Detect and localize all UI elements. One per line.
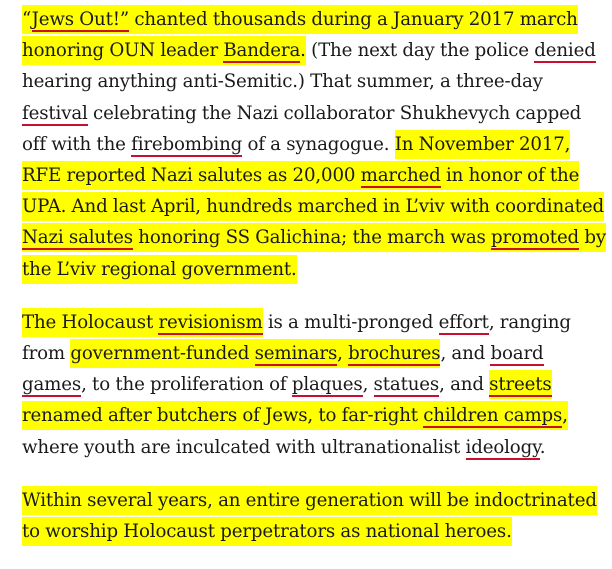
highlighted-text: [489, 370, 551, 399]
body-text: of a synagogue.: [242, 133, 395, 155]
body-text: is a multi-pronged: [262, 311, 439, 333]
link-streets[interactable]: streets: [489, 374, 552, 396]
highlighted-text: ,: [337, 339, 348, 368]
link-bandera[interactable]: Bandera: [223, 40, 301, 62]
link-revisionism[interactable]: revisionism: [158, 311, 263, 333]
paragraph-1: [22, 4, 608, 285]
paragraph-3: [22, 485, 608, 547]
highlighted-text: [491, 223, 579, 252]
body-text: celebrating the Nazi collaborator Shukhevych capped off with the: [22, 102, 582, 155]
highlighted-text: [32, 5, 129, 34]
link-seminars[interactable]: seminars: [254, 343, 338, 365]
highlighted-text: In November 2017, RFE reported Nazi salutes as 20,000: [22, 130, 570, 190]
link-board-games[interactable]: board games: [22, 343, 544, 396]
article-body: [22, 4, 608, 569]
link-plaques[interactable]: plaques: [291, 374, 363, 396]
highlighted-text: chanted thousands during a January 2017 march honoring OUN leader: [22, 5, 578, 65]
body-text: , ranging from: [22, 311, 571, 365]
highlighted-text: renamed after butchers of Jews, to far-right: [22, 401, 423, 430]
link-statues[interactable]: statues: [373, 374, 440, 396]
highlighted-text: [223, 36, 300, 65]
paragraph-2: [22, 307, 608, 463]
body-text: hearing anything anti-Semitic.) That summer, a three-day: [22, 71, 543, 93]
highlighted-text: [348, 339, 440, 368]
highlighted-text: “: [22, 5, 32, 34]
highlighted-text: The Holocaust: [22, 308, 158, 337]
highlighted-text: by the L’viv regional government.: [22, 223, 606, 283]
highlighted-text: ,: [562, 401, 568, 430]
highlighted-text: [255, 339, 338, 368]
body-text: ,: [362, 374, 374, 396]
link-promoted[interactable]: promoted: [491, 227, 580, 249]
highlighted-text: .: [300, 36, 306, 65]
highlighted-text: government-funded: [70, 339, 254, 368]
highlighted-text: [361, 161, 441, 190]
link-brochures[interactable]: brochures: [348, 343, 441, 365]
link-children-camps[interactable]: children camps: [423, 405, 563, 427]
highlighted-text: [158, 308, 262, 337]
link-denied[interactable]: denied: [534, 40, 596, 62]
highlighted-text: [423, 401, 562, 430]
highlighted-text: Within several years, an entire generation will be indoctrinated to worship Holocaust perpetrators as national heroes.: [22, 486, 597, 546]
body-text: .: [539, 436, 546, 458]
body-text: (The next day the police: [305, 40, 535, 62]
link-jews-out[interactable]: Jews Out!”: [31, 9, 130, 30]
body-text: , and: [439, 374, 490, 396]
link-ideology[interactable]: ideology: [465, 436, 540, 458]
link-effort[interactable]: effort: [438, 311, 489, 333]
highlighted-text: honoring SS Galichina; the march was: [133, 223, 491, 252]
link-marched[interactable]: marched: [360, 165, 441, 187]
body-text: , and: [440, 343, 491, 365]
highlighted-text: in honor of the UPA. And last April, hundreds marched in L’viv with coordinated: [22, 161, 604, 221]
body-text: , to the proliferation of: [81, 374, 292, 396]
highlighted-text: [22, 223, 133, 252]
link-festival[interactable]: festival: [22, 102, 88, 124]
link-firebombing[interactable]: firebombing: [131, 133, 243, 155]
link-nazi-salutes[interactable]: Nazi salutes: [22, 227, 133, 249]
body-text: where youth are inculcated with ultranationalist: [22, 436, 466, 458]
